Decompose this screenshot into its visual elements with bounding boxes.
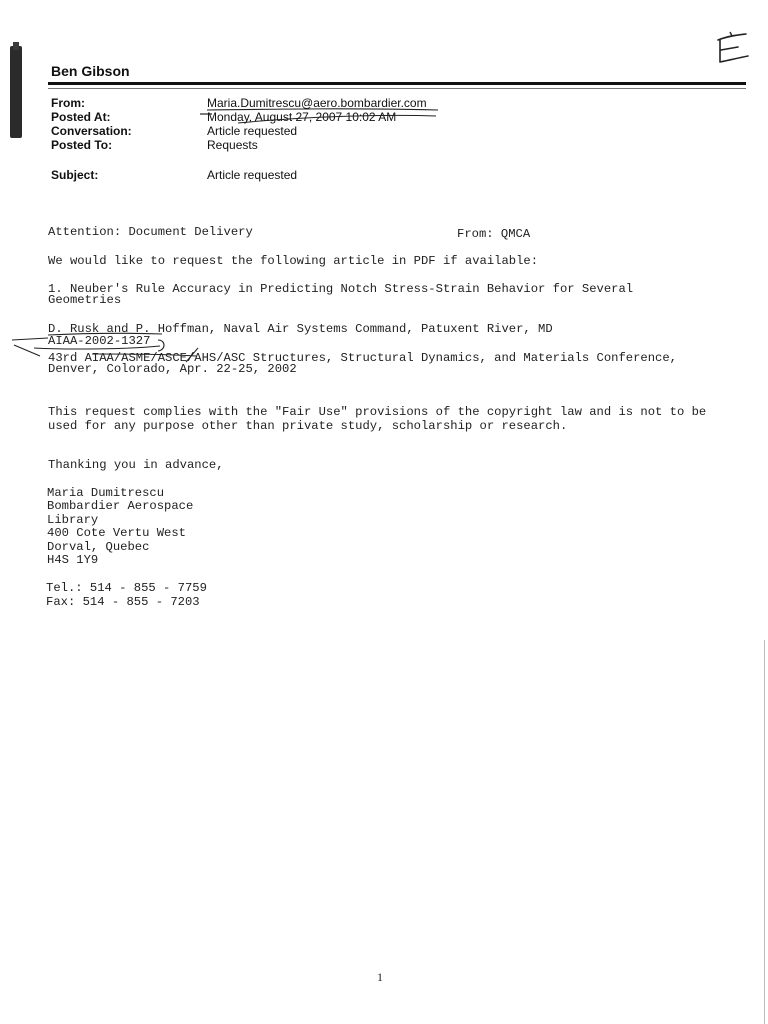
closing-line: Thanking you in advance, (48, 458, 224, 472)
authors-line: D. Rusk and P. Hoffman, Naval Air Systems Command, Patuxent River, MD (48, 322, 553, 336)
conference-line-1: 43rd AIAA/ASME/ASCE/AHS/ASC Structures, Structural Dynamics, and Materials Conference, (48, 351, 677, 365)
sender-name: Ben Gibson (51, 63, 130, 79)
scan-margin-mark (10, 46, 22, 138)
article-title-line-2: Geometries (48, 293, 122, 307)
signature-name: Maria Dumitrescu (47, 486, 165, 500)
handwritten-letter-e (716, 30, 750, 66)
posted-at-value: Monday, August 27, 2007 10:02 AM (207, 110, 397, 124)
telephone-line: Tel.: 514 - 855 - 7759 (46, 581, 207, 595)
request-intro: We would like to request the following article in PDF if available: (48, 254, 539, 268)
signature-dept: Library (47, 513, 99, 527)
conversation-label: Conversation: (51, 124, 132, 138)
posted-to-label: Posted To: (51, 138, 113, 152)
from-value[interactable]: Maria.Dumitrescu@aero.bombardier.com (207, 96, 427, 110)
header-divider-thin (48, 88, 746, 89)
conversation-value: Article requested (207, 124, 298, 138)
fair-use-line-2: used for any purpose other than private study, scholarship or research. (48, 419, 568, 433)
posted-to-value: Requests (207, 138, 258, 152)
signature-postal: H4S 1Y9 (47, 553, 99, 567)
subject-value: Article requested (207, 168, 298, 182)
signature-street: 400 Cote Vertu West (47, 526, 186, 540)
from-code: From: QMCA (457, 227, 531, 241)
conference-line-2: Denver, Colorado, Apr. 22-25, 2002 (48, 362, 297, 376)
signature-city: Dorval, Quebec (47, 540, 150, 554)
page-number: 1 (377, 970, 383, 984)
from-label: From: (51, 96, 85, 110)
header-divider (48, 82, 746, 85)
attention-line: Attention: Document Delivery (48, 225, 253, 239)
article-title-line-1: 1. Neuber's Rule Accuracy in Predicting Notch Stress-Strain Behavior for Several (48, 282, 634, 296)
subject-label: Subject: (51, 168, 99, 182)
posted-at-label: Posted At: (51, 110, 111, 124)
scan-edge (764, 640, 765, 1024)
signature-org: Bombardier Aerospace (47, 499, 194, 513)
paper-id: AIAA-2002-1327 (48, 334, 151, 348)
fax-line: Fax: 514 - 855 - 7203 (46, 595, 200, 609)
fair-use-line-1: This request complies with the "Fair Use" provisions of the copyright law and is not to be (48, 405, 707, 419)
